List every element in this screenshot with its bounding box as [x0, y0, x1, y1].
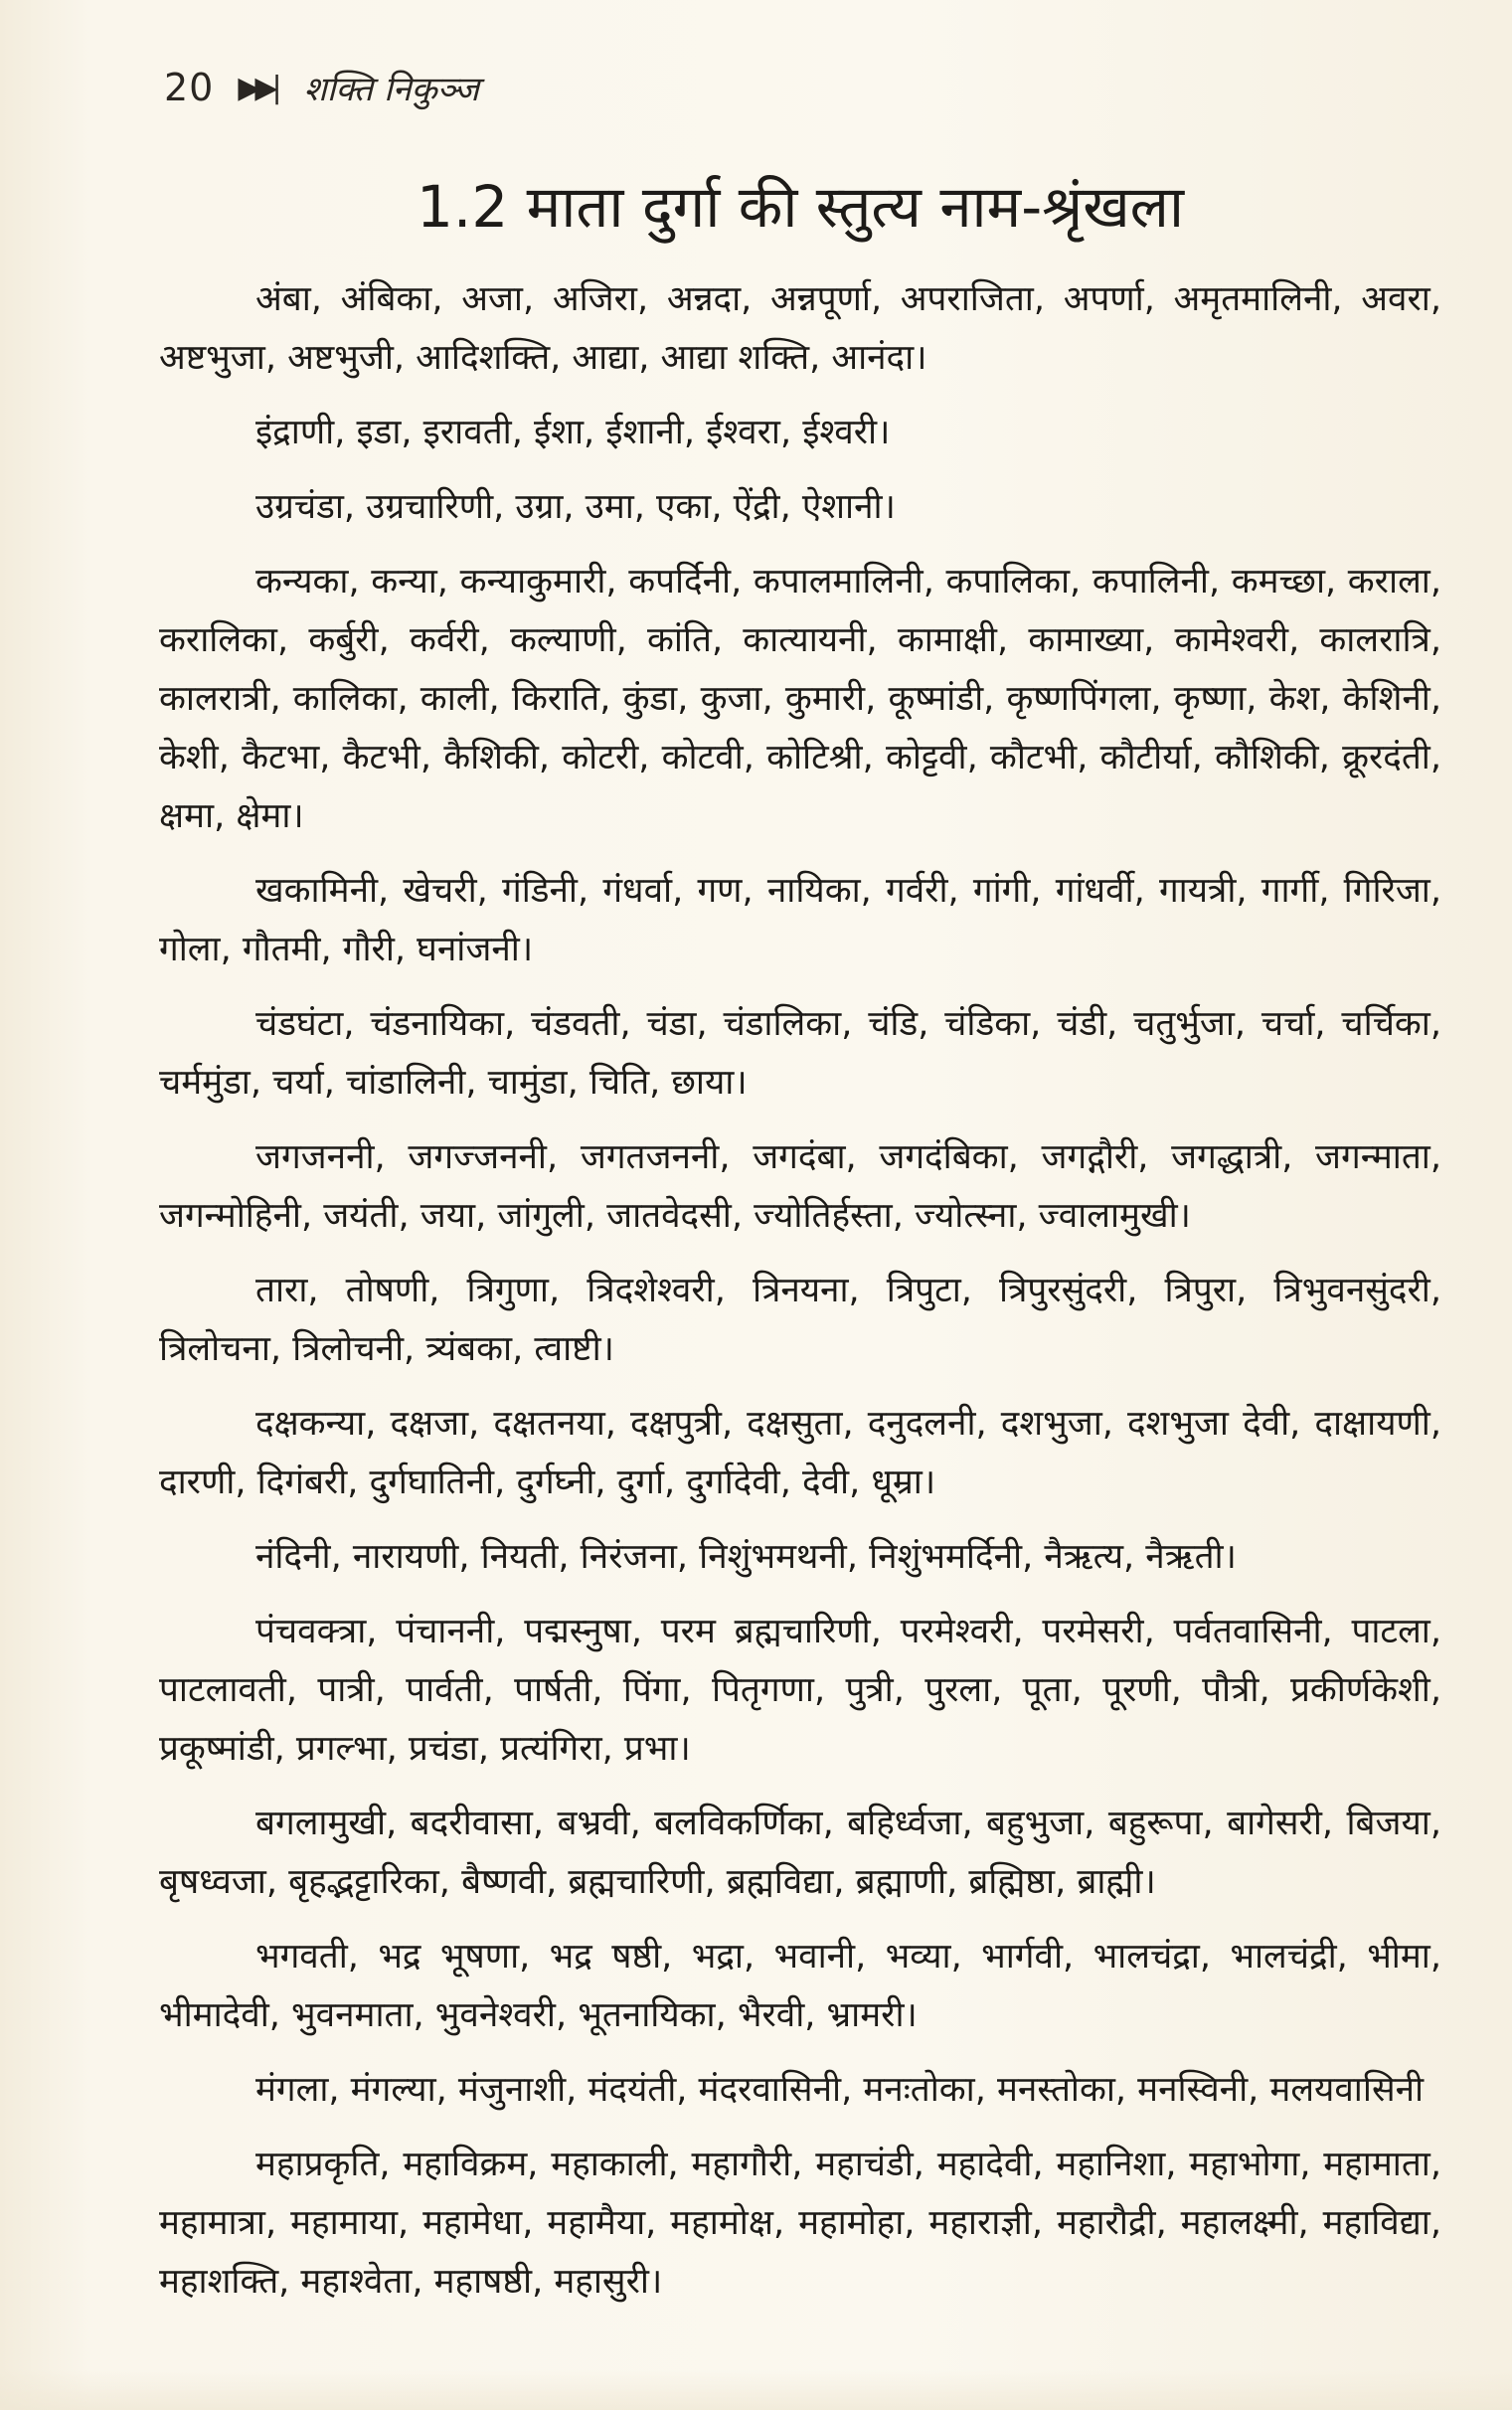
paragraph-cha: चंडघंटा, चंडनायिका, चंडवती, चंडा, चंडालिका, चंडि, चंडिका, चंडी, चतुर्भुजा, चर्चा, चर्चिका, चर्ममुंडा, चर्या, चांडालिनी, चामुंडा, चिति, छाया। [159, 1004, 1441, 1103]
names-list [159, 270, 1441, 2327]
paragraph-ta: तारा, तोषणी, त्रिगुणा, त्रिदशेश्वरी, त्रिनयना, त्रिपुटा, त्रिपुरसुंदरी, त्रिपुरा, त्रिभुवनसुंदरी, त्रिलोचना, त्रिलोचनी, त्र्यंबका, त्वाष्टी। [159, 1271, 1441, 1369]
paragraph-da: दक्षकन्या, दक्षजा, दक्षतनया, दक्षपुत्री, दक्षसुता, दनुदलनी, दशभुजा, दशभुजा देवी, दाक्षायणी, दारणी, दिगंबरी, दुर्गघातिनी, दुर्गघ्नी, दुर्गा, दुर्गादेवी, देवी, धूम्रा। [159, 1404, 1441, 1502]
paragraph-u: उग्रचंडा, उग्रचारिणी, उग्रा, उमा, एका, ऐंद्री, ऐशानी। [255, 487, 896, 527]
paragraph-na: नंदिनी, नारायणी, नियती, निरंजना, निशुंभमथनी, निशुंभमर्दिनी, नैऋत्य, नैऋती। [255, 1537, 1237, 1577]
page-number: 20 [164, 66, 215, 109]
paragraph-ka: कन्यका, कन्या, कन्याकुमारी, कपर्दिनी, कपालमालिनी, कपालिका, कपालिनी, कमच्छा, कराला, करालिका, कर्बुरी, कर्वरी, कल्याणी, कांति, कात्यायनी, कामाक्षी, कामाख्या, कामेश्वरी, कालरात्रि, कालरात्री, कालिका, काली, किराति, कुंडा, कुजा, कुमारी, कूष्मांडी, कृष्णपिंगला, कृष्णा, केश, केशिनी, केशी, कैटभा, कैटभी, कैशिकी, कोटरी, कोटवी, कोटिश्री, कोट्टवी, कौटभी, कौटीर्या, कौशिकी, क्रूरदंती, क्षमा, क्षेमा। [159, 562, 1441, 836]
paragraph-ma: मंगला, मंगल्या, मंजुनाशी, मंदयंती, मंदरवासिनी, मनःतोका, मनस्तोका, मनस्विनी, मलयवासिनी [255, 2070, 1425, 2110]
running-head [164, 58, 479, 117]
paragraph-maha: महाप्रकृति, महाविक्रम, महाकाली, महागौरी, महाचंडी, महादेवी, महानिशा, महाभोगा, महामाता, महामात्रा, महामाया, महामेधा, महामैया, महामोक्ष, महामोहा, महाराज्ञी, महारौद्री, महालक्ष्मी, महाविद्या, महाशक्ति, महाश्वेता, महाषष्ठी, महासुरी। [159, 2145, 1441, 2302]
paragraph-kha-ga: खकामिनी, खेचरी, गंडिनी, गंधर्वा, गण, नायिका, गर्वरी, गांगी, गांधर्वी, गायत्री, गार्गी, गिरिजा, गोला, गौतमी, गौरी, घनांजनी। [159, 871, 1441, 969]
chapter-title: 1.2 माता दुर्गा की स्तुत्य नाम-श्रृंखला [416, 173, 1184, 241]
paragraph-pa: पंचवक्त्रा, पंचाननी, पद्मस्नुषा, परम ब्रह्मचारिणी, परमेश्वरी, परमेसरी, पर्वतवासिनी, पाटला, पाटलावती, पात्री, पार्वती, पार्षती, पिंगा, पितृगणा, पुत्री, पुरला, पूता, पूरणी, पौत्री, प्रकीर्णकेशी, प्रकूष्मांडी, प्रगल्भा, प्रचंडा, प्रत्यंगिरा, प्रभा। [159, 1612, 1441, 1769]
paragraph-ba: बगलामुखी, बदरीवासा, बभ्रवी, बलविकर्णिका, बहिर्ध्वजा, बहुभुजा, बहुरूपा, बागेसरी, बिजया, बृषध्वजा, बृहद्भट्टारिका, बैष्णवी, ब्रह्मचारिणी, ब्रह्मविद्या, ब्रह्माणी, ब्रह्मिष्ठा, ब्राह्मी। [159, 1804, 1441, 1902]
fast-forward-icon: ▶▶| [238, 70, 276, 105]
paragraph-ja: जगजननी, जगज्जननी, जगतजननी, जगदंबा, जगदंबिका, जगद्गौरी, जगद्धात्री, जगन्माता, जगन्मोहिनी, जयंती, जया, जांगुली, जातवेदसी, ज्योतिर्हस्ता, ज्योत्स्ना, ज्वालामुखी। [159, 1137, 1441, 1236]
paragraph-i: इंद्राणी, इडा, इरावती, ईशा, ईशानी, ईश्वरा, ईश्वरी। [255, 413, 891, 452]
page-bottom-edge [0, 2370, 1512, 2410]
book-title: शक्ति निकुञ्ज [303, 70, 479, 109]
paragraph-bha: भगवती, भद्र भूषणा, भद्र षष्ठी, भद्रा, भवानी, भव्या, भार्गवी, भालचंद्रा, भालचंद्री, भीमा, भीमादेवी, भुवनमाता, भुवनेश्वरी, भूतनायिका, भैरवी, भ्रामरी। [159, 1937, 1441, 2035]
paragraph-a: अंबा, अंबिका, अजा, अजिरा, अन्नदा, अन्नपूर्णा, अपराजिता, अपर्णा, अमृतमालिनी, अवरा, अष्टभुजा, अष्टभुजी, आदिशक्ति, आद्या, आद्या शक्ति, आनंदा। [159, 279, 1441, 378]
